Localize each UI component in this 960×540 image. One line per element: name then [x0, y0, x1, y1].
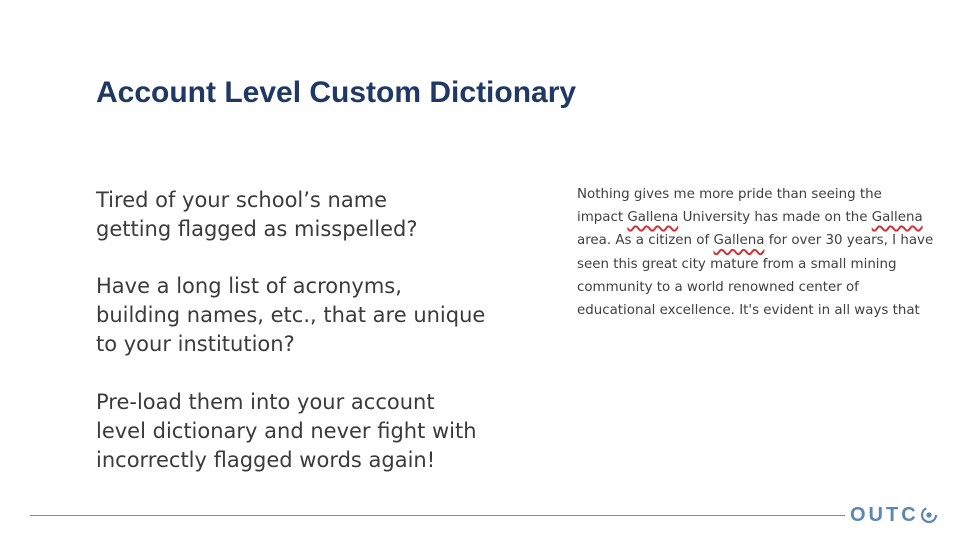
text-line: getting flagged as misspelled? — [96, 217, 418, 241]
example-line: seen this great city mature from a small mining — [577, 256, 897, 272]
footer-divider — [30, 515, 845, 516]
example-text: for over 30 years, I have — [764, 233, 934, 249]
misspelled-word: Gallena — [713, 233, 765, 249]
example-line — [577, 206, 937, 229]
text-line: building names, etc., that are unique — [96, 303, 486, 327]
text-line: level dictionary and never fight with — [96, 419, 477, 443]
logo-mark-icon — [920, 506, 938, 524]
example-line — [577, 229, 937, 252]
example-line: Nothing gives me more pride than seeing the — [577, 187, 882, 202]
text-line: to your institution? — [96, 332, 295, 356]
example-text: impact — [577, 210, 628, 226]
paragraph-acronyms — [96, 272, 536, 359]
misspelled-word: Gallena — [871, 210, 923, 226]
example-text: area. As a citizen of — [577, 233, 714, 249]
conference-logo — [850, 503, 938, 527]
spellcheck-example-image — [577, 183, 937, 322]
slide-title: Account Level Custom Dictionary — [96, 76, 577, 109]
logo-text: OUTC — [850, 503, 919, 526]
text-line: Tired of your school’s name — [96, 188, 388, 212]
text-line: incorrectly flagged words again! — [96, 448, 436, 472]
misspelled-word: Gallena — [627, 210, 679, 226]
text-line: Pre-load them into your account — [96, 390, 435, 414]
paragraph-school-name — [96, 186, 536, 244]
example-line: community to a world renowned center of — [577, 279, 859, 295]
example-text: University has made on the — [678, 210, 872, 226]
text-line: Have a long list of acronyms, — [96, 274, 402, 298]
example-line: educational excellence. It's evident in all ways that — [577, 303, 920, 319]
paragraph-preload — [96, 388, 536, 475]
